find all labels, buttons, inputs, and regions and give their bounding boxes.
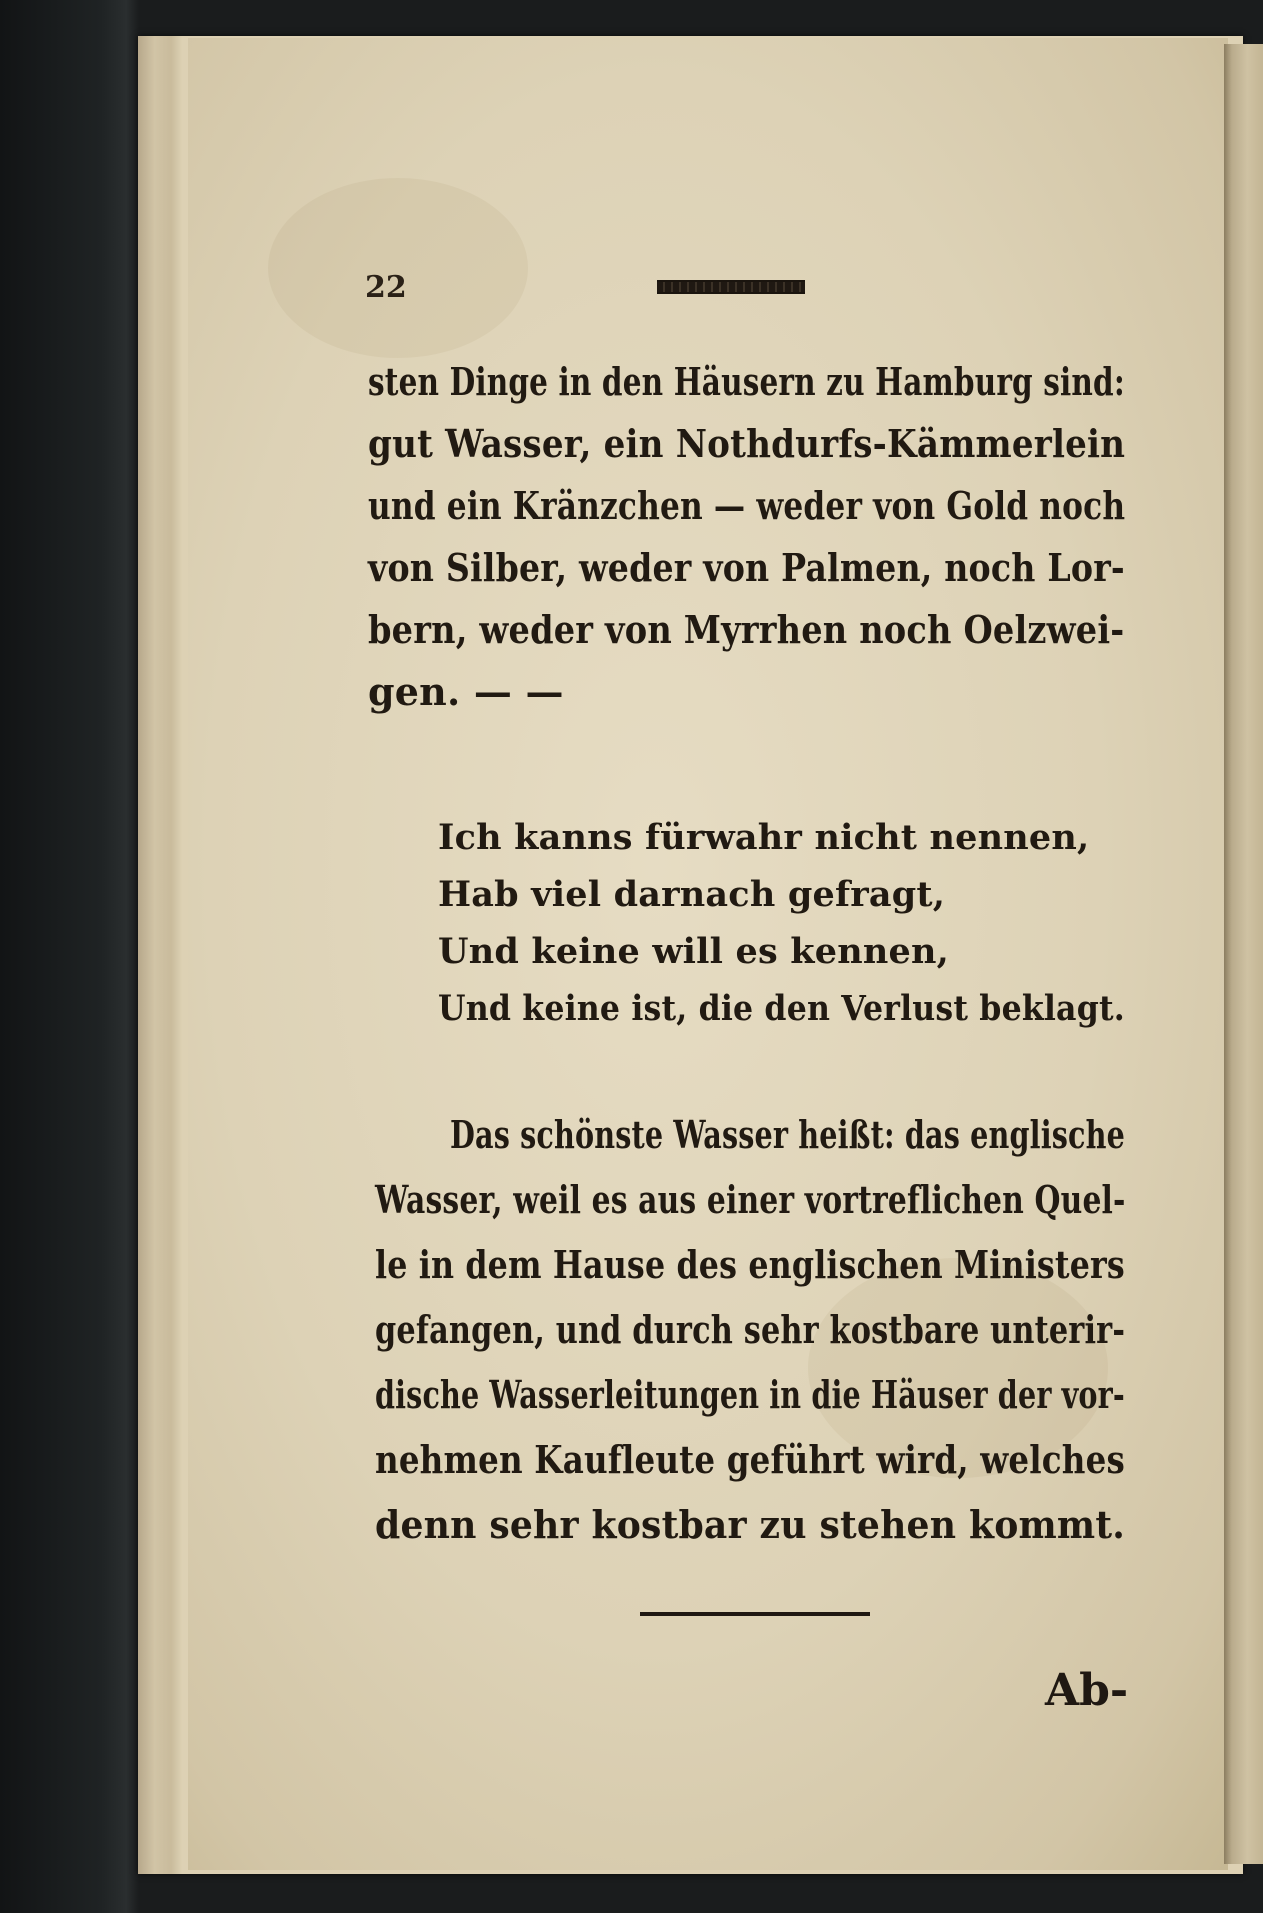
text-line: und ein Kränzchen — weder von Gold noch	[368, 483, 1126, 528]
paper-stain	[268, 178, 528, 358]
text-line: nehmen Kaufleute geführt wird, welches	[375, 1437, 1125, 1482]
header-ornament-rule	[657, 280, 805, 294]
page-number: 22	[365, 270, 407, 305]
verse-line: Hab viel darnach gefragt,	[438, 874, 946, 915]
text-line: denn sehr kostbar zu stehen kommt.	[375, 1502, 1125, 1547]
text-line: sten Dinge in den Häusern zu Hamburg sind:	[368, 359, 1125, 404]
text-line: dische Wasserleitungen in die Häuser der vor-	[375, 1372, 1125, 1417]
text-line: gut Wasser, ein Nothdurfs-Kämmerlein	[368, 421, 1126, 466]
text-line: bern, weder von Myrrhen noch Oelzwei-	[368, 607, 1125, 652]
page-header	[365, 270, 1115, 310]
next-page-edge	[1224, 44, 1263, 1864]
text-line: le in dem Hause des englischen Ministers	[375, 1242, 1125, 1287]
text-line: gefangen, und durch sehr kostbare unterir-	[375, 1307, 1126, 1352]
text-line: Das schönste Wasser heißt: das englische	[450, 1112, 1125, 1157]
catchword: Ab-	[1045, 1665, 1129, 1716]
verse-line: Und keine ist, die den Verlust beklagt.	[438, 988, 1125, 1029]
text-line: Wasser, weil es aus einer vortreflichen Quel-	[375, 1177, 1126, 1222]
verse-line: Und keine will es kennen,	[438, 931, 950, 972]
text-line: von Silber, weder von Palmen, noch Lor-	[368, 545, 1125, 590]
section-end-rule	[640, 1612, 870, 1616]
text-line: gen. — —	[368, 669, 564, 714]
verse-line: Ich kanns fürwahr nicht nennen,	[438, 817, 1090, 858]
